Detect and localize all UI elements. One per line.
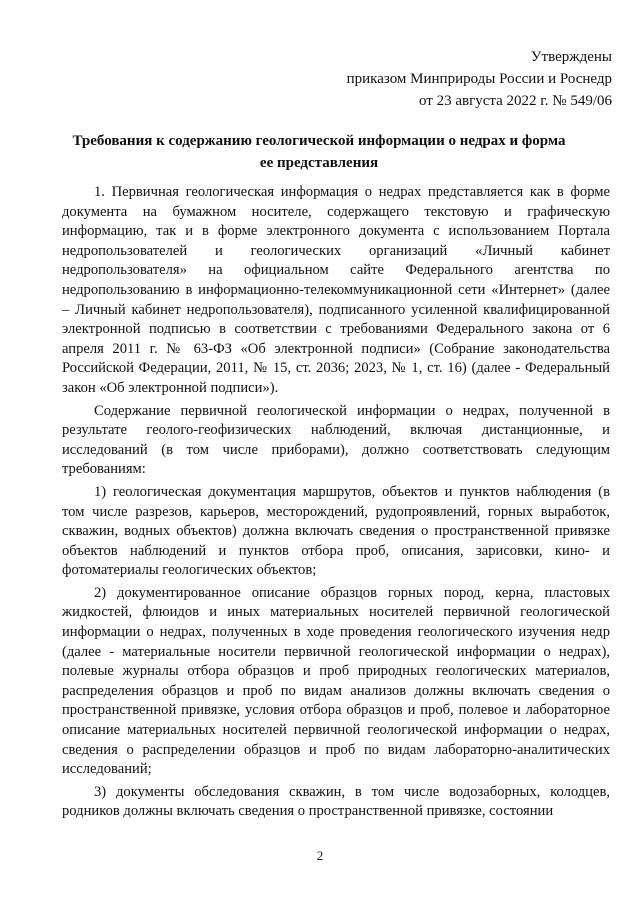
paragraph-2: Содержание первичной геологической информации о недрах, полученной в результате геолого-геофизических наблюдений, включая дистанционные, и исследований (в том числе приборами), должно соответствовать следующим требованиям:	[62, 402, 610, 478]
approval-block	[347, 46, 612, 112]
paragraph-1: 1. Первичная геологическая информация о недрах представляется как в форме документа на бумажном носителе, содержащего текстовую и графическую информацию, так и в форме электронного документа с использованием Портала недропользователей и геологических организаций «Личный кабинет недропользователя» на официальном сайте Федерального агентства по недропользованию в информационно-телекоммуникационной сети «Интернет» (далее – Личный кабинет недропользователя), подписанного усиленной квалифицированной электронной подписью в соответствии с требованиями Федерального закона от 6 апреля 2011 г. № 63-ФЗ «Об электронной подписи» (Собрание законодательства Российской Федерации, 2011, № 15, ст. 2036; 2023, № 1, ст. 16) (далее - Федеральный закон «Об электронной подписи»).	[62, 184, 610, 396]
paragraph-3: 1) геологическая документация маршрутов, объектов и пунктов наблюдения (в том числе разрезов, карьеров, месторождений, рудопроявлений, горных выработок, скважин, водных объектов) должна включать сведения о пространственной привязке объектов наблюдений и пунктов отбора проб, описания, зарисовки, кино- и фотоматериалы геологических объектов;	[62, 483, 610, 579]
paragraph-5: 3) документы обследования скважин, в том числе водозаборных, колодцев, родников должны включать сведения о пространственной привязке, состоянии	[62, 783, 610, 820]
document-body	[62, 183, 610, 822]
approval-line-approved: Утверждены	[530, 49, 612, 65]
page-number: 2	[316, 848, 324, 863]
approval-line-date: от 23 августа 2022 г. № 549/06	[419, 93, 612, 109]
approval-line-order: приказом Минприроды России и Роснедр	[346, 71, 612, 87]
paragraph-4: 2) документированное описание образцов горных пород, керна, пластовых жидкостей, флюидов и иных материальных носителей первичной геологической информации о недрах, полученных в ходе проведения геологического изучения недр (далее - материальные носители первичной геологической информации о недрах), полевые журналы отбора образцов и проб природных геологических материалов, распределения образцов и проб по видам анализов должны включать сведения о пространственной привязке, условия отбора образцов и проб, полевое и лабораторное описание материальных носителей первичной геологической информации о недрах, сведения о распределении образцов и проб по видам лабораторно-аналитических исследований;	[62, 584, 610, 778]
document-title: Требования к содержанию геологической информации о недрах и форма ее представления	[72, 133, 566, 171]
